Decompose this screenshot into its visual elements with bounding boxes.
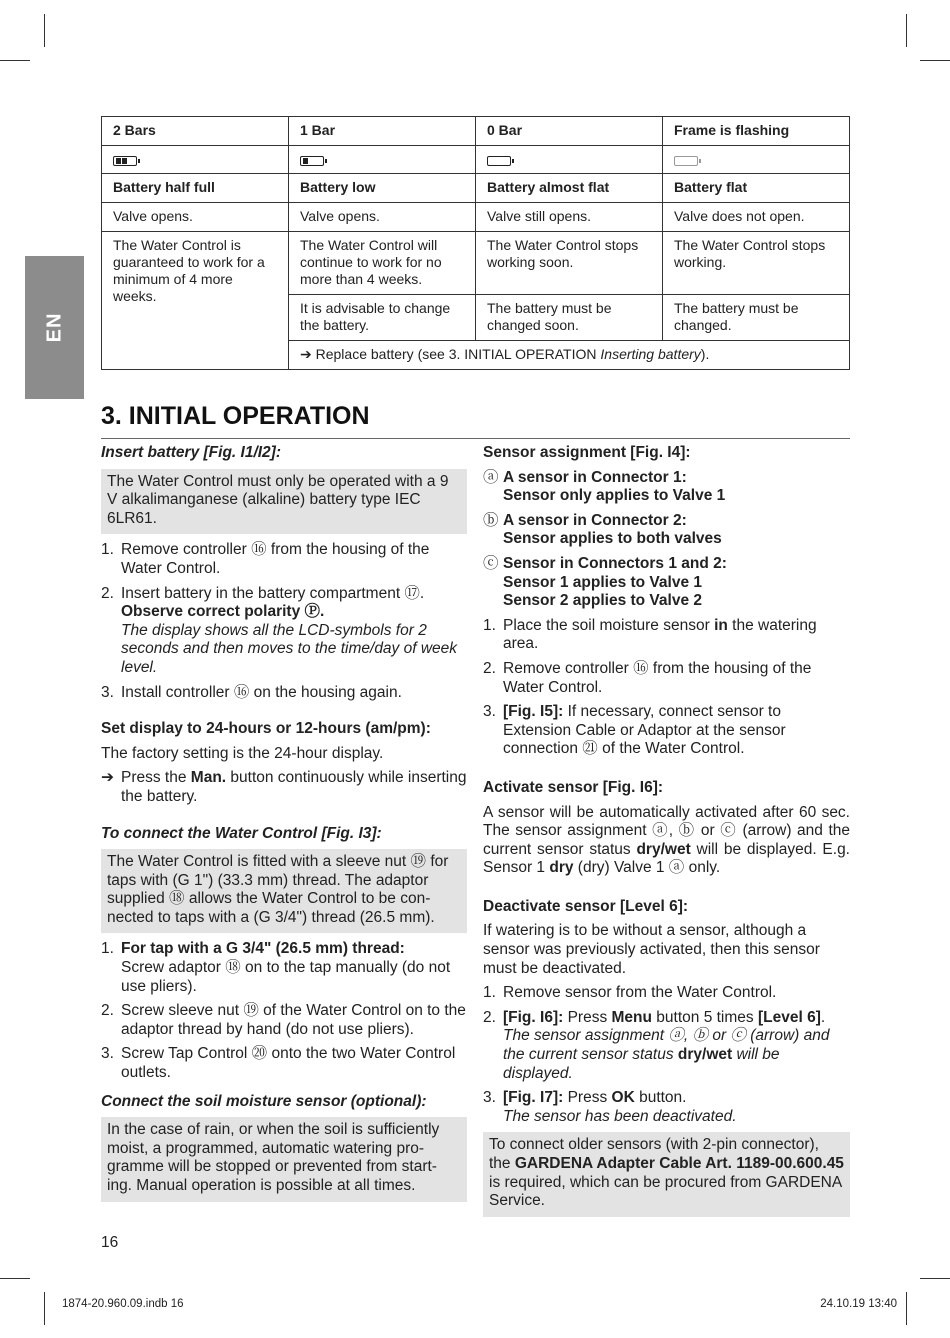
list-item: 1. Remove sensor from the Water Control. — [483, 984, 777, 1002]
section-title: 3. INITIAL OPERATION — [101, 398, 850, 439]
deactivate-sensor-heading: Deactivate sensor [Level 6]: — [483, 897, 689, 915]
table-row — [102, 203, 850, 232]
table-cell: Valve opens. — [289, 203, 476, 232]
battery-0-bar-icon — [487, 156, 511, 166]
table-cell: Battery flat — [663, 174, 850, 203]
table-cell: It is advisable to change the battery. — [289, 295, 476, 341]
list-item: 1. Place the soil moisture sensor in the watering area. — [483, 616, 817, 653]
table-cell: The Water Control stops working soon. — [476, 232, 663, 295]
assignment-c: ⓒ Sensor in Connectors 1 and 2: Sensor 1 applies to Valve 1 Sensor 2 applies to Valve 2 — [483, 554, 727, 610]
table-cell: Frame is flashing — [663, 117, 850, 146]
table-row — [102, 232, 850, 295]
footer-file-info: 1874-20.960.09.indb 16 — [62, 1298, 184, 1310]
crop-mark — [44, 14, 45, 47]
assignment-a: ⓐ A sensor in Connector 1: Sensor only applies to Valve 1 — [483, 468, 726, 505]
table-cell: 1 Bar — [289, 117, 476, 146]
table-cell: 0 Bar — [476, 117, 663, 146]
crop-mark — [44, 1292, 45, 1325]
soil-sensor-note: In the case of rain, or when the soil is sufficiently moist, a programmed, automatic watering pro-gramme will be stopped or prevented from start-ing. Manual operation is possible at all times. — [101, 1117, 467, 1201]
table-cell — [476, 146, 663, 174]
table-cell: The battery must be changed. — [663, 295, 850, 341]
adapter-cable-note: To connect older sensors (with 2-pin connector), the GARDENA Adapter Cable Art. 1189-00.600.45 is required, which can be procured from GARDENA Service. — [483, 1132, 850, 1216]
assignment-b: ⓑ A sensor in Connector 2: Sensor applies to both valves — [483, 511, 722, 548]
list-item: 3. Screw Tap Control ⑳ onto the two Water Control outlets. — [101, 1045, 456, 1082]
battery-2-bars-icon — [113, 156, 137, 166]
display-instruction: ➔ Press the Man. button continuously while inserting the battery. — [101, 769, 467, 805]
table-cell: Battery almost flat — [476, 174, 663, 203]
page-number: 16 — [101, 1234, 119, 1251]
soil-sensor-heading: Connect the soil moisture sensor (optional): — [101, 1092, 427, 1110]
table-cell: 2 Bars — [102, 117, 289, 146]
table-cell: Battery low — [289, 174, 476, 203]
battery-type-note: The Water Control must only be operated with a 9 V alkalimanganese (alkaline) battery type IEC 6LR61. — [101, 469, 467, 535]
table-icon-row — [102, 146, 850, 174]
list-item: 1. For tap with a G 3/4" (26.5 mm) thread: Screw adaptor ⑱ on to the tap manually (do not use pliers). — [101, 940, 451, 995]
table-cell — [102, 146, 289, 174]
left-column — [101, 444, 467, 1209]
list-item: 1. Remove controller ⑯ from the housing of the Water Control. — [101, 541, 430, 577]
table-cell: The Water Control is guaranteed to work for a minimum of 4 more weeks. — [102, 232, 289, 370]
battery-status-table — [101, 116, 850, 370]
list-item: 2. Screw sleeve nut ⑲ of the Water Control on to the adaptor thread by hand (do not use pliers). — [101, 1002, 466, 1038]
list-item: 2. [Fig. I6]: Press Menu button 5 times [Level 6]. The sensor assignment ⓐ, ⓑ or ⓒ (arrow) and the current sensor status dry/wet will be displayed. — [483, 1008, 830, 1082]
sensor-steps — [483, 617, 850, 759]
language-tab — [25, 256, 84, 399]
crop-mark — [920, 60, 950, 61]
sleeve-nut-note: The Water Control is fitted with a sleeve nut ⑲ for taps with (G 1") (33.3 mm) thread. The adaptor supplied ⑱ allows the Water Control to be con-nected to taps with a (G 3/4") thread (26.5 mm). — [101, 849, 467, 933]
list-item: 2. Remove controller ⑯ from the housing of the Water Control. — [483, 659, 812, 696]
table-row — [102, 174, 850, 203]
insert-battery-steps — [101, 541, 467, 702]
list-item: 3. [Fig. I7]: Press OK button. The sensor has been deactivated. — [483, 1089, 737, 1125]
connect-heading: To connect the Water Control [Fig. I3]: — [101, 824, 382, 842]
table-cell: The Water Control will continue to work for no more than 4 weeks. — [289, 232, 476, 295]
table-cell: Valve opens. — [102, 203, 289, 232]
crop-mark — [0, 1278, 30, 1279]
list-item: 2. Insert battery in the battery compartment ⑰. Observe correct polarity Ⓟ. The display shows all the LCD-symbols for 2 seconds and then moves to the time/day of week level. — [101, 584, 458, 676]
list-item: 3. [Fig. I5]: If necessary, connect sensor to Extension Cable or Adaptor at the sensor connection ㉑ of the Water Control. — [483, 703, 786, 758]
deactivate-sensor-text: If watering is to be without a sensor, although a sensor was previously activated, then this sensor must be deactivated. — [483, 922, 820, 977]
table-cell — [663, 146, 850, 174]
sensor-assignment-heading: Sensor assignment [Fig. I4]: — [483, 444, 691, 461]
table-cell: Battery half full — [102, 174, 289, 203]
crop-mark — [906, 14, 907, 47]
table-cell: Valve still opens. — [476, 203, 663, 232]
replace-battery-cell: ➔ Replace battery (see 3. INITIAL OPERATION Inserting battery). — [289, 341, 850, 370]
table-cell: The Water Control stops working. — [663, 232, 850, 295]
deactivate-steps — [483, 984, 850, 1126]
connect-steps — [101, 940, 467, 1082]
table-cell: The battery must be changed soon. — [476, 295, 663, 341]
language-label: EN — [42, 312, 65, 343]
crop-mark — [906, 1292, 907, 1325]
activate-sensor-text: A sensor will be automatically activated after 60 sec. The sensor assignment ⓐ, ⓑ or ⓒ (arrow) and the current sensor status dry/wet will be displayed. E.g. Sensor 1 dry (dry) Valve 1 ⓐ only. — [483, 803, 850, 877]
activate-sensor-heading: Activate sensor [Fig. I6]: — [483, 778, 664, 796]
battery-frame-flashing-icon — [674, 156, 698, 166]
display-factory-text: The factory setting is the 24-hour display. — [101, 744, 384, 762]
list-item: 3. Install controller ⑯ on the housing again. — [101, 683, 402, 701]
battery-1-bar-icon — [300, 156, 324, 166]
table-cell: Valve does not open. — [663, 203, 850, 232]
display-format-heading: Set display to 24-hours or 12-hours (am/pm): — [101, 720, 431, 738]
right-column — [483, 444, 850, 1224]
footer-date-time: 24.10.19 13:40 — [820, 1298, 897, 1310]
insert-battery-heading: Insert battery [Fig. I1/I2]: — [101, 444, 282, 461]
table-header-row — [102, 117, 850, 146]
crop-mark — [920, 1278, 950, 1279]
table-cell — [289, 146, 476, 174]
crop-mark — [0, 60, 30, 61]
